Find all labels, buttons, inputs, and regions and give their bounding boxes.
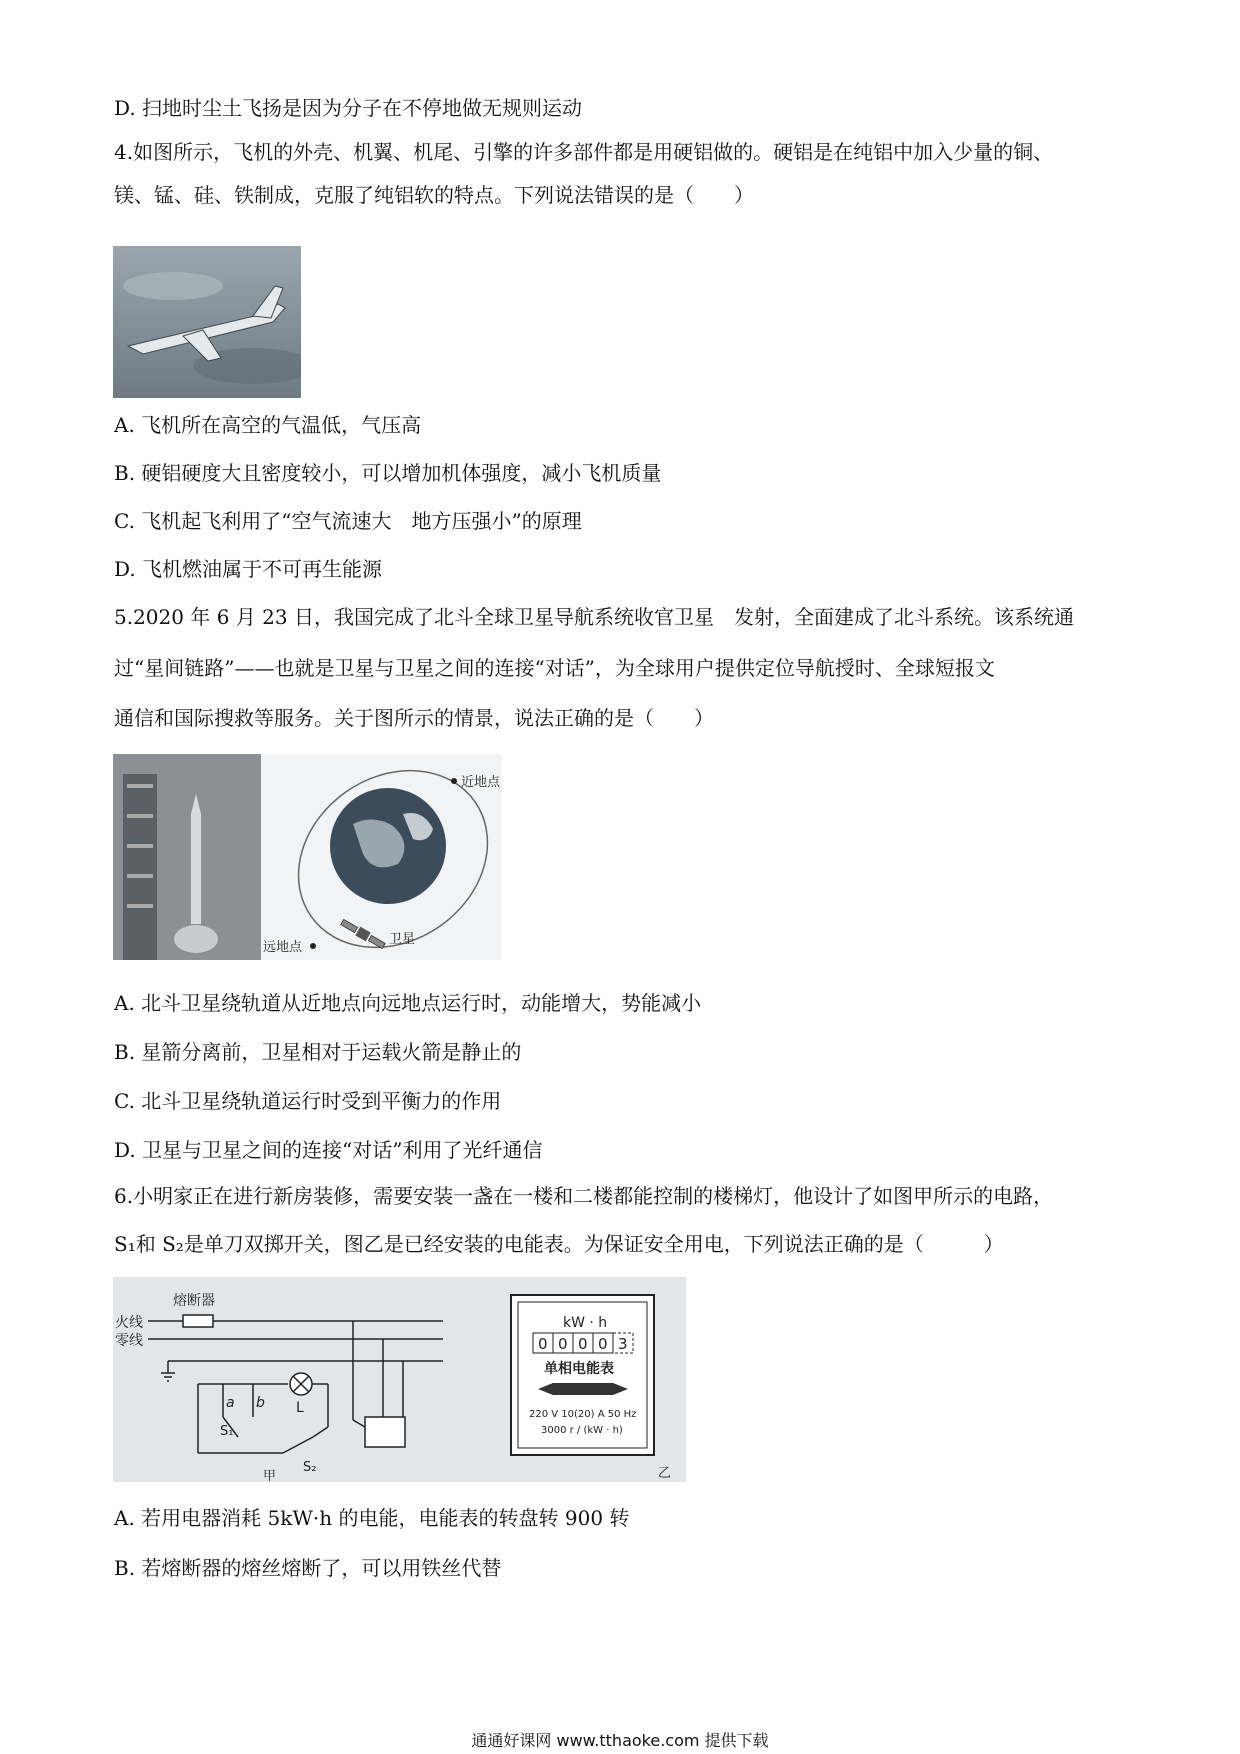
q5-stem-line-2: 过“星间链路”——也就是卫星与卫星之间的连接“对话”，为全球用户提供定位导航授时、全球短报文 — [114, 656, 995, 680]
q4-option-d: D. 飞机燃油属于不可再生能源 — [114, 557, 383, 581]
near-point-label: 近地点 — [461, 775, 501, 790]
meter-digit: 0 — [538, 1335, 548, 1353]
footer-credit: 通通好课网 www.tthaoke.com 提供下载 — [471, 1731, 769, 1750]
neutral-wire-label: 零线 — [115, 1333, 143, 1349]
q6-option-b: B. 若熔断器的熔丝熔断了，可以用铁丝代替 — [114, 1556, 502, 1580]
q4-stem-line-1: 4.如图所示，飞机的外壳、机翼、机尾、引擎的许多部件都是用硬铝做的。硬铝是在纯铝中加入少量的铜、 — [114, 140, 1054, 164]
meter-title: 单相电能表 — [544, 1361, 614, 1377]
terminal-b-label: b — [256, 1395, 265, 1411]
q6-option-a: A. 若用电器消耗 5kW·h 的电能，电能表的转盘转 900 转 — [114, 1506, 630, 1530]
q4-option-c: C. 飞机起飞利用了“空气流速大 地方压强小”的原理 — [114, 509, 582, 533]
meter-unit-label: kW · h — [563, 1315, 608, 1331]
launch-tower — [123, 774, 157, 960]
fuse-label: 熔断器 — [173, 1293, 215, 1309]
circuit-figure — [113, 1277, 686, 1482]
q5-stem-line-3: 通信和国际搜救等服务。关于图所示的情景，说法正确的是（ ） — [114, 706, 714, 730]
meter-spec-2: 3000 r / (kW · h) — [541, 1425, 623, 1436]
electricity-meter — [511, 1295, 654, 1455]
q6-stem-line-1: 6.小明家正在进行新房装修，需要安装一盏在一楼和二楼都能控制的楼梯灯，他设计了如图甲所示的电路， — [114, 1184, 1054, 1208]
far-point-dot — [310, 943, 316, 949]
live-wire-label: 火线 — [115, 1315, 143, 1331]
q5-option-d: D. 卫星与卫星之间的连接“对话”利用了光纤通信 — [114, 1138, 543, 1162]
q6-stem-line-2: S₁和 S₂是单刀双掷开关，图乙是已经安装的电能表。为保证安全用电，下列说法正确的是（ ） — [114, 1232, 1004, 1256]
near-point-dot — [451, 778, 457, 784]
meter-spec-1: 220 V 10(20) A 50 Hz — [529, 1409, 637, 1420]
airplane-photo — [113, 246, 301, 398]
meter-digit: 0 — [558, 1335, 568, 1353]
far-point-label: 远地点 — [263, 940, 303, 955]
q4-option-a: A. 飞机所在高空的气温低，气压高 — [114, 413, 422, 437]
switch-s1-label: S₁ — [220, 1424, 234, 1439]
q5-option-c: C. 北斗卫星绕轨道运行时受到平衡力的作用 — [114, 1089, 502, 1113]
satellite-label: 卫星 — [389, 932, 416, 947]
q3-option-d: D. 扫地时尘土飞扬是因为分子在不停地做无规则运动 — [114, 96, 583, 120]
meter-digit: 0 — [598, 1335, 608, 1353]
figure-jia-label: 甲 — [263, 1469, 277, 1482]
satellite-figure — [113, 754, 502, 960]
q5-option-b: B. 星箭分离前，卫星相对于运载火箭是静止的 — [114, 1040, 522, 1064]
lamp-label: L — [296, 1400, 304, 1416]
figure-yi-label: 乙 — [658, 1466, 672, 1481]
meter-disc-icon — [538, 1383, 628, 1395]
q5-option-a: A. 北斗卫星绕轨道从近地点向远地点运行时，动能增大，势能减小 — [114, 991, 702, 1015]
switch-s2-label: S₂ — [303, 1460, 317, 1475]
q4-option-b: B. 硬铝硬度大且密度较小，可以增加机体强度，减小飞机质量 — [114, 461, 662, 485]
meter-digit: 3 — [618, 1335, 628, 1353]
q5-stem-line-1: 5.2020 年 6 月 23 日，我国完成了北斗全球卫星导航系统收官卫星 发射，全面建成了北斗系统。该系统通 — [114, 605, 1074, 629]
meter-digit: 0 — [578, 1335, 588, 1353]
q4-stem-line-2: 镁、锰、硅、铁制成，克服了纯铝软的特点。下列说法错误的是（ ） — [114, 183, 754, 207]
terminal-a-label: a — [226, 1395, 235, 1411]
